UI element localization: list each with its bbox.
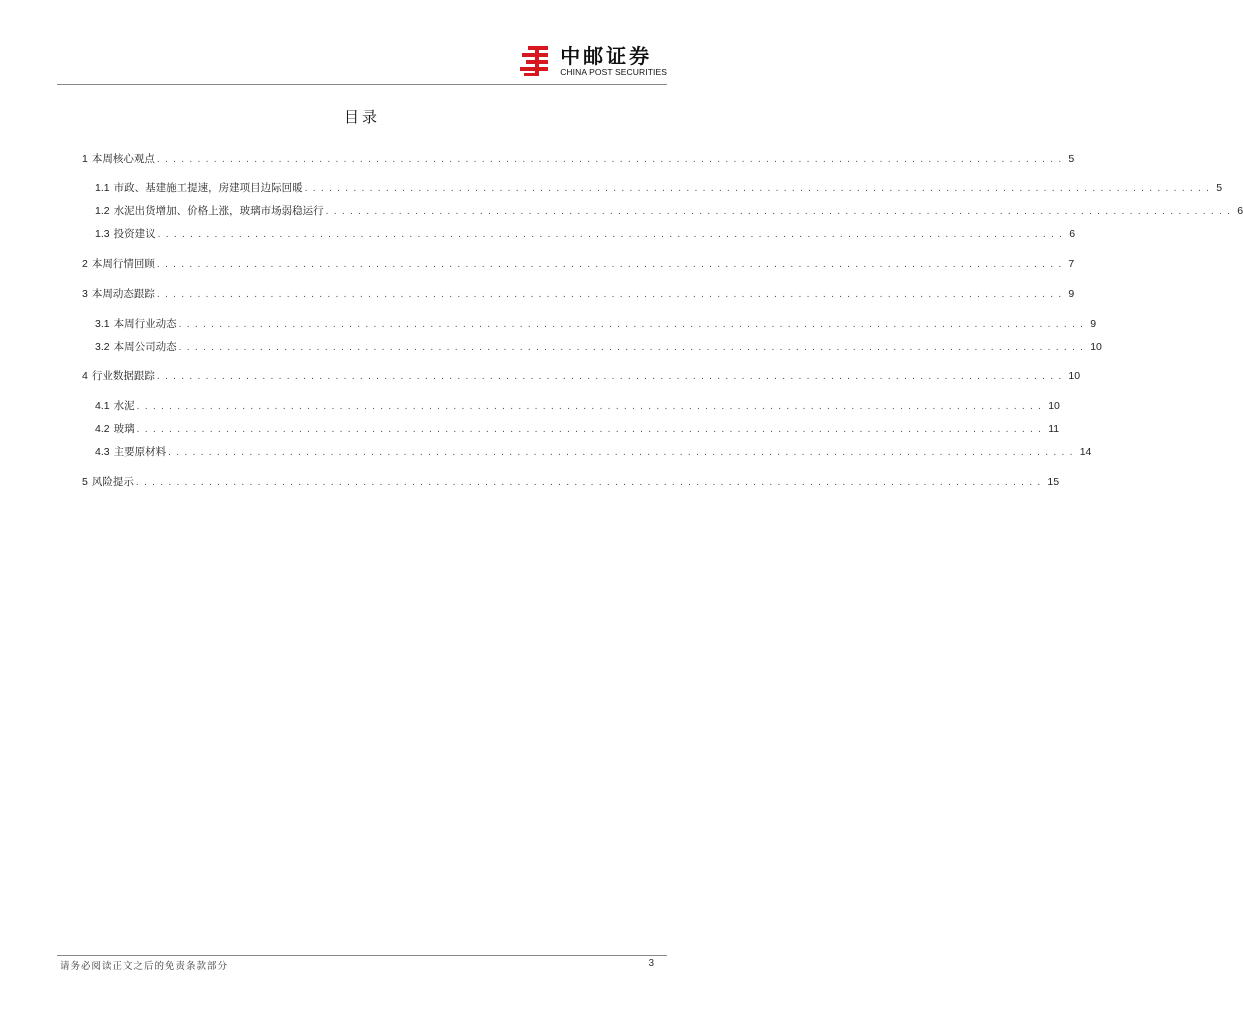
toc-entry-page: 10 [1090, 341, 1102, 353]
toc-leader-dots: . . . . . . . . . . . . . . . . . . . . . . . . . . . . . . . . . . . . . . . . . . . . . . . . . . . . . . . . . . . . . . . . . . . . . . . . . . . . . . . . . . . . . . . . . . . . . . . . . . . . . . . . . . . . . . . . [135, 478, 1042, 488]
toc-entry-number: 1 [82, 153, 88, 165]
toc-entry-page: 5 [1216, 182, 1223, 194]
toc-leader-dots: . . . . . . . . . . . . . . . . . . . . . . . . . . . . . . . . . . . . . . . . . . . . . . . . . . . . . . . . . . . . . . . . . . . . . . . . . . . . . . . . . . . . . . . . . . . . . . . . . . . . . . . . . . . . . . . . [157, 230, 1064, 240]
footer-divider [57, 955, 667, 956]
toc-entry-label: 本周行情回顾 [91, 258, 155, 270]
footer-page-number: 3 [648, 958, 654, 969]
toc-entry-page: 14 [1079, 446, 1092, 458]
toc-entry-label: 水泥 [113, 400, 135, 412]
toc-leader-dots: . . . . . . . . . . . . . . . . . . . . . . . . . . . . . . . . . . . . . . . . . . . . . . . . . . . . . . . . . . . . . . . . . . . . . . . . . . . . . . . . . . . . . . . . . . . . . . . . . . . . . . . . . . . . . . . . [156, 260, 1063, 270]
toc-entry-page: 10 [1048, 400, 1060, 412]
toc-entry-label: 市政、基建施工提速，房建项目边际回暖 [113, 182, 303, 194]
toc-entry[interactable] [95, 203, 1243, 219]
toc-leader-dots: . . . . . . . . . . . . . . . . . . . . . . . . . . . . . . . . . . . . . . . . . . . . . . . . . . . . . . . . . . . . . . . . . . . . . . . . . . . . . . . . . . . . . . . . . . . . . . . . . . . . . . . . . . . . . . . . [156, 372, 1063, 382]
toc-entry-number: 5 [82, 476, 88, 488]
toc-entry[interactable] [82, 474, 1060, 490]
toc-entry[interactable] [82, 286, 1075, 302]
toc-entry-label: 本周公司动态 [113, 341, 177, 353]
toc-entry[interactable] [95, 444, 1092, 460]
toc-entry-label: 投资建议 [113, 228, 156, 240]
toc-entry-number: 3.2 [95, 341, 110, 353]
toc-entry[interactable] [82, 256, 1075, 272]
toc-leader-dots: . . . . . . . . . . . . . . . . . . . . . . . . . . . . . . . . . . . . . . . . . . . . . . . . . . . . . . . . . . . . . . . . . . . . . . . . . . . . . . . . . . . . . . . . . . . . . . . . . . . . . . . . . . . . . . . . [178, 320, 1085, 330]
toc-entry-number: 4 [82, 370, 88, 382]
toc-title: 目录 [343, 108, 380, 126]
toc-leader-dots: . . . . . . . . . . . . . . . . . . . . . . . . . . . . . . . . . . . . . . . . . . . . . . . . . . . . . . . . . . . . . . . . . . . . . . . . . . . . . . . . . . . . . . . . . . . . . . . . . . . . . . . . . . . . . . . . [168, 448, 1074, 458]
toc-entry-label: 玻璃 [113, 423, 135, 435]
toc-entry[interactable] [95, 316, 1097, 332]
toc-entry[interactable] [95, 226, 1076, 242]
toc-entry-label: 本周行业动态 [113, 318, 177, 330]
toc-entry-label: 主要原材料 [113, 446, 167, 458]
toc-leader-dots: . . . . . . . . . . . . . . . . . . . . . . . . . . . . . . . . . . . . . . . . . . . . . . . . . . . . . . . . . . . . . . . . . . . . . . . . . . . . . . . . . . . . . . . . . . . . . . . . . . . . . . . . . . . . . . . . [156, 290, 1063, 300]
company-logo [518, 44, 667, 78]
toc-leader-dots: . . . . . . . . . . . . . . . . . . . . . . . . . . . . . . . . . . . . . . . . . . . . . . . . . . . . . . . . . . . . . . . . . . . . . . . . . . . . . . . . . . . . . . . . . . . . . . . . . . . . . . . . . . . . . . . . [304, 184, 1211, 194]
toc-entry-number: 2 [82, 258, 88, 270]
toc-leader-dots: . . . . . . . . . . . . . . . . . . . . . . . . . . . . . . . . . . . . . . . . . . . . . . . . . . . . . . . . . . . . . . . . . . . . . . . . . . . . . . . . . . . . . . . . . . . . . . . . . . . . . . . . . . . . . . . . [136, 402, 1043, 412]
toc-entry-page: 5 [1068, 153, 1075, 165]
toc-entry-page: 11 [1048, 423, 1060, 435]
toc-leader-dots: . . . . . . . . . . . . . . . . . . . . . . . . . . . . . . . . . . . . . . . . . . . . . . . . . . . . . . . . . . . . . . . . . . . . . . . . . . . . . . . . . . . . . . . . . . . . . . . . . . . . . . . . . . . . . . . . [325, 207, 1232, 217]
toc-entry[interactable] [95, 421, 1060, 437]
toc-entry-number: 4.1 [95, 400, 110, 412]
toc-leader-dots: . . . . . . . . . . . . . . . . . . . . . . . . . . . . . . . . . . . . . . . . . . . . . . . . . . . . . . . . . . . . . . . . . . . . . . . . . . . . . . . . . . . . . . . . . . . . . . . . . . . . . . . . . . . . . . . . [178, 343, 1085, 353]
toc-entry[interactable] [95, 398, 1060, 414]
toc-leader-dots: . . . . . . . . . . . . . . . . . . . . . . . . . . . . . . . . . . . . . . . . . . . . . . . . . . . . . . . . . . . . . . . . . . . . . . . . . . . . . . . . . . . . . . . . . . . . . . . . . . . . . . . . . . . . . . . . [136, 425, 1043, 435]
toc-entry-page: 6 [1069, 228, 1076, 240]
logo-english-name: CHINA POST SECURITIES [560, 66, 667, 77]
logo-text [560, 45, 667, 78]
toc-entry[interactable] [82, 368, 1081, 384]
toc-entry[interactable] [82, 151, 1075, 167]
toc-entry-page: 9 [1090, 318, 1097, 330]
footer-disclaimer: 请务必阅读正文之后的免责条款部分 [60, 961, 229, 972]
logo-chinese-name: 中邮证券 [560, 43, 653, 68]
toc-entry-page: 9 [1068, 288, 1075, 300]
toc-entry[interactable] [95, 180, 1223, 196]
toc-entry-label: 水泥出货增加、价格上涨，玻璃市场弱稳运行 [113, 205, 324, 217]
toc-entry-page: 6 [1237, 205, 1243, 217]
toc-entry-number: 1.2 [95, 205, 110, 217]
toc-entry-label: 本周动态跟踪 [91, 288, 155, 300]
toc-entry-number: 4.2 [95, 423, 110, 435]
toc-entry-number: 1.3 [95, 228, 110, 240]
toc-entry-number: 3.1 [95, 318, 110, 330]
toc-entry-label: 本周核心观点 [91, 153, 155, 165]
china-post-logo-icon [518, 44, 552, 78]
toc-entry-page: 10 [1068, 370, 1081, 382]
toc-entry-page: 7 [1068, 258, 1075, 270]
toc-entry[interactable] [95, 339, 1102, 355]
toc-entry-number: 3 [82, 288, 88, 300]
toc-entry-label: 风险提示 [91, 476, 134, 488]
toc-entry-page: 15 [1047, 476, 1060, 488]
toc-entry-number: 4.3 [95, 446, 110, 458]
header-divider [57, 84, 667, 85]
toc-entry-label: 行业数据跟踪 [91, 370, 155, 382]
toc-entry-number: 1.1 [95, 182, 110, 194]
page-header [0, 0, 724, 86]
toc-leader-dots: . . . . . . . . . . . . . . . . . . . . . . . . . . . . . . . . . . . . . . . . . . . . . . . . . . . . . . . . . . . . . . . . . . . . . . . . . . . . . . . . . . . . . . . . . . . . . . . . . . . . . . . . . . . . . . . . [156, 155, 1063, 165]
